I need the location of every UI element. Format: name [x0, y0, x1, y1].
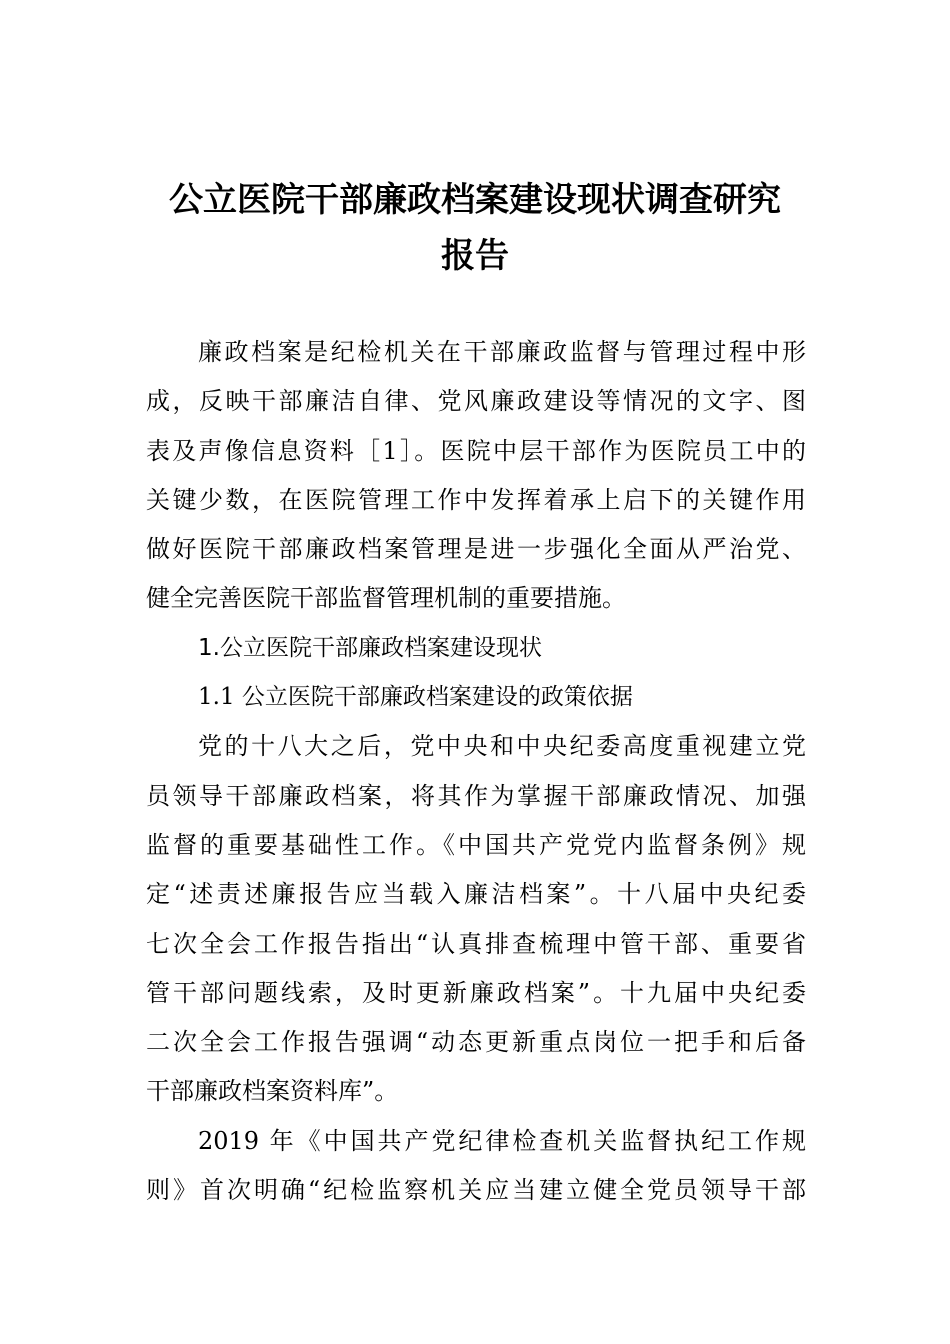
document-title	[140, 172, 810, 284]
paragraph-line: 则》首次明确“纪检监察机关应当建立健全党员领导干部	[146, 1176, 806, 1205]
paragraph-line: 管干部问题线索，及时更新廉政档案”。十九届中央纪委	[146, 978, 806, 1007]
paragraph-line: 表及声像信息资料［1］。医院中层干部作为医院员工中的	[146, 436, 806, 465]
title-line-2: 报告	[441, 236, 509, 276]
paragraph-line: 廉政档案是纪检机关在干部廉政监督与管理过程中形	[198, 338, 806, 366]
section-heading-1-1: 1.1 公立医院干部廉政档案建设的政策依据	[198, 684, 633, 711]
paragraph-line: 干部廉政档案资料库”。	[146, 1077, 399, 1106]
paragraph-line: 七次全会工作报告指出“认真排查梳理中管干部、重要省	[146, 929, 806, 958]
paragraph-line: 员领导干部廉政档案，将其作为掌握干部廉政情况、加强	[146, 781, 806, 810]
paragraph-line: 成，反映干部廉洁自律、党风廉政建设等情况的文字、图	[146, 387, 806, 416]
section-heading-1: 1.公立医院干部廉政档案建设现状	[198, 634, 542, 661]
paragraph-line: 健全完善医院干部监督管理机制的重要措施。	[146, 584, 626, 613]
paragraph-policy	[146, 722, 806, 1116]
paragraph-line: 二次全会工作报告强调“动态更新重点岗位一把手和后备	[146, 1028, 806, 1057]
paragraph-line: 党的十八大之后，党中央和中央纪委高度重视建立党	[198, 732, 806, 761]
paragraph-intro	[146, 328, 806, 624]
title-line-1: 公立医院干部廉政档案建设现状调查研究	[169, 180, 781, 220]
document-body	[146, 328, 806, 1215]
paragraph-line: 做好医院干部廉政档案管理是进一步强化全面从严治党、	[146, 535, 806, 564]
paragraph-2019-rules	[146, 1117, 806, 1216]
paragraph-line: 监督的重要基础性工作。《中国共产党党内监督条例》规	[146, 830, 806, 859]
paragraph-line: 定“述责述廉报告应当载入廉洁档案”。十八届中央纪委	[146, 880, 806, 909]
paragraph-line: 2019 年《中国共产党纪律检查机关监督执纪工作规	[198, 1126, 806, 1155]
paragraph-line: 关键少数，在医院管理工作中发挥着承上启下的关键作用	[146, 485, 806, 514]
